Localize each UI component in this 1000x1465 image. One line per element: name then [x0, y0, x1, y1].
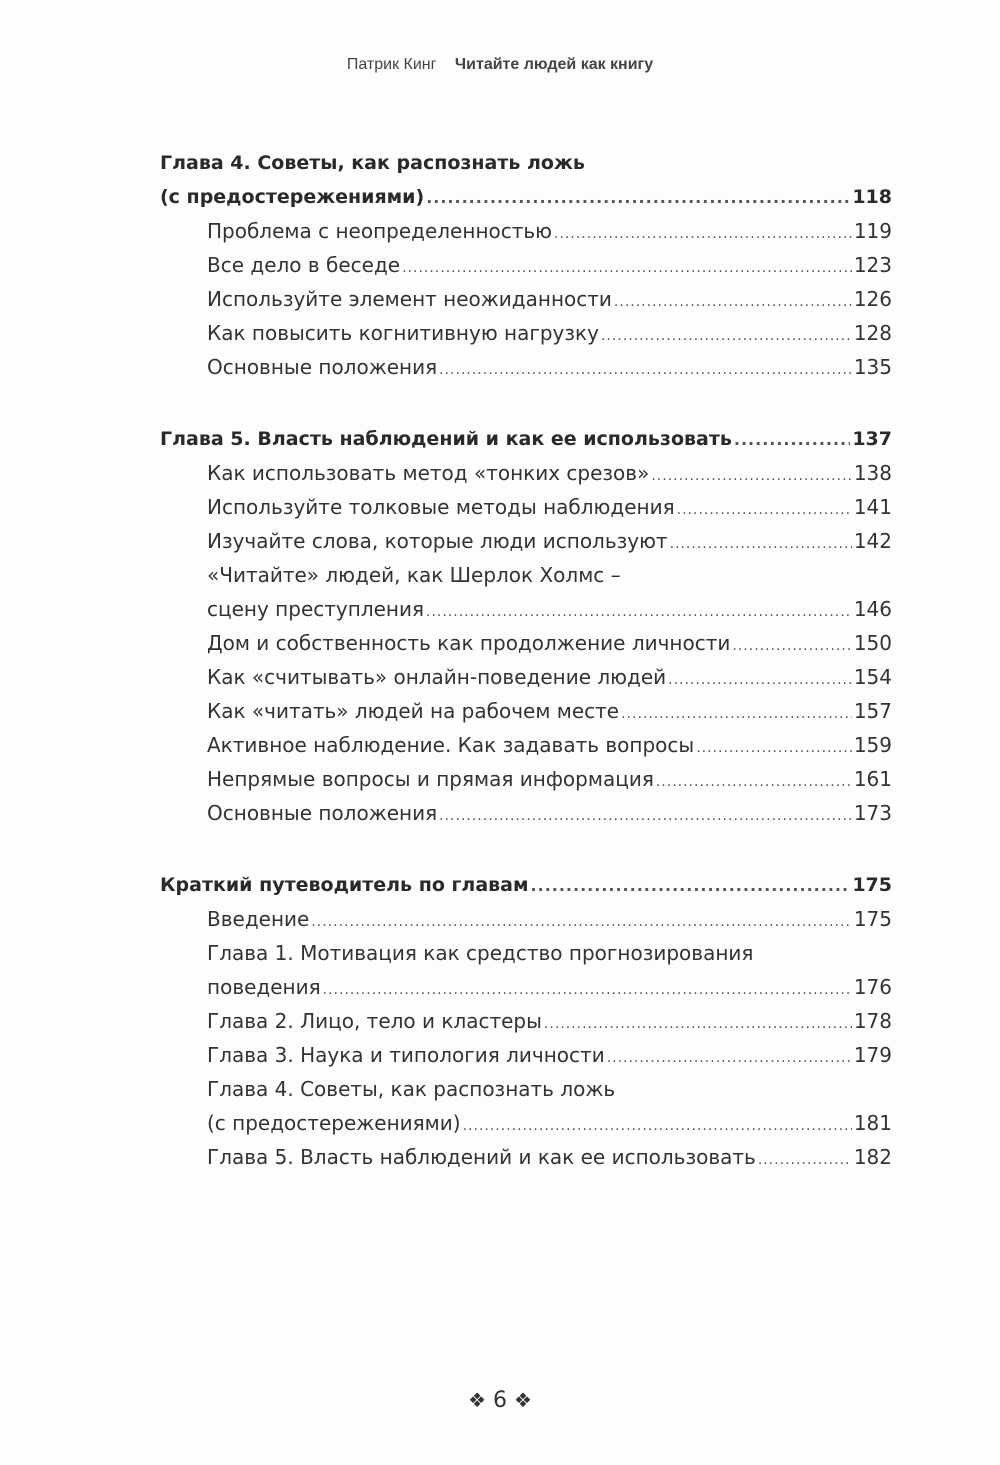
entry-title: Дом и собственность как продолжение личности	[207, 631, 731, 655]
entry-title: Непрямые вопросы и прямая информация	[207, 767, 654, 791]
toc-entry	[207, 694, 892, 728]
dot-leader	[531, 869, 851, 903]
entry-title: Глава 2. Лицо, тело и кластеры	[207, 1009, 542, 1033]
dot-leader	[311, 905, 851, 939]
entry-title: Проблема с неопределенностью	[207, 219, 553, 243]
entry-title: Глава 3. Наука и типология личности	[207, 1043, 605, 1067]
dot-leader	[614, 285, 852, 319]
entry-title: Как «считывать» онлайн-поведение людей	[207, 665, 667, 689]
ornament-icon: ❖	[468, 1388, 486, 1412]
entry-page-number: 123	[853, 253, 892, 277]
toc-entry	[207, 1004, 892, 1038]
toc-entry	[207, 592, 892, 626]
chapter-heading-row	[160, 868, 892, 902]
table-of-contents	[160, 146, 892, 1212]
dot-leader	[554, 217, 852, 251]
running-header	[0, 56, 1000, 74]
entry-title: Используйте толковые методы наблюдения	[207, 495, 675, 519]
toc-chapter-guide	[160, 868, 892, 1174]
chapter-page-number: 175	[852, 874, 892, 896]
entry-page-number: 135	[853, 355, 892, 379]
header-book-title: Читайте людей как книгу	[454, 56, 654, 73]
dot-leader	[323, 973, 852, 1007]
dot-leader	[607, 1041, 852, 1075]
entry-title: поведения	[207, 975, 321, 999]
dot-leader	[670, 527, 852, 561]
header-author: Патрик Кинг	[346, 56, 437, 73]
chapter-heading-row	[160, 180, 892, 214]
chapter-title: Глава 5. Власть наблюдений и как ее использовать	[160, 428, 732, 450]
entry-page-number: 181	[853, 1111, 892, 1135]
toc-entry	[207, 1106, 892, 1140]
toc-entry	[207, 728, 892, 762]
dot-leader	[439, 799, 852, 833]
entry-page-number: 138	[853, 461, 892, 485]
entry-title: Основные положения	[207, 801, 438, 825]
entry-title: Изучайте слова, которые люди используют	[207, 529, 668, 553]
dot-leader	[696, 731, 852, 765]
entry-title: Все дело в беседе	[207, 253, 401, 277]
entry-title: Глава 5. Власть наблюдений и как ее использовать	[207, 1145, 756, 1169]
dot-leader	[668, 663, 852, 697]
entry-page-number: 126	[853, 287, 892, 311]
dot-leader	[402, 251, 852, 285]
dot-leader	[651, 459, 852, 493]
dot-leader	[656, 765, 852, 799]
dot-leader	[426, 181, 850, 215]
entry-title: сцену преступления	[207, 597, 425, 621]
entry-title: Введение	[207, 907, 310, 931]
toc-entry	[207, 456, 892, 490]
entry-page-number: 182	[853, 1145, 892, 1169]
entry-title-line: Глава 4. Советы, как распознать ложь	[207, 1077, 616, 1101]
toc-entry	[207, 1140, 892, 1174]
page-footer	[0, 1388, 1000, 1413]
toc-entry	[207, 970, 892, 1004]
entry-title: Как повысить когнитивную нагрузку	[207, 321, 599, 345]
ornament-icon: ❖	[514, 1388, 532, 1412]
entry-page-number: 159	[853, 733, 892, 757]
entry-page-number: 119	[853, 219, 892, 243]
dot-leader	[734, 423, 850, 457]
entry-page-number: 173	[853, 801, 892, 825]
toc-entry	[207, 626, 892, 660]
entry-title: Как использовать метод «тонких срезов»	[207, 461, 650, 485]
dot-leader	[601, 319, 852, 353]
entry-title: (с предостережениями)	[207, 1111, 461, 1135]
entry-page-number: 141	[853, 495, 892, 519]
chapter-page-number: 118	[852, 186, 892, 208]
dot-leader	[426, 595, 852, 629]
entry-page-number: 142	[853, 529, 892, 553]
entry-title: Как «читать» людей на рабочем месте	[207, 699, 620, 723]
entry-page-number: 128	[853, 321, 892, 345]
entry-title: Основные положения	[207, 355, 438, 379]
chapter-title-line: Глава 4. Советы, как распознать ложь	[160, 152, 585, 174]
toc-entry	[207, 282, 892, 316]
toc-entry	[207, 524, 892, 558]
toc-entry	[207, 1038, 892, 1072]
chapter-page-number: 137	[852, 428, 892, 450]
dot-leader	[621, 697, 852, 731]
toc-entry	[207, 248, 892, 282]
toc-chapter-5	[160, 422, 892, 830]
entry-page-number: 161	[853, 767, 892, 791]
entry-title: Активное наблюдение. Как задавать вопросы	[207, 733, 695, 757]
dot-leader	[439, 353, 852, 387]
chapter-title: Краткий путеводитель по главам	[160, 874, 529, 896]
entry-page-number: 154	[853, 665, 892, 689]
toc-chapter-4	[160, 146, 892, 384]
entry-title-line: «Читайте» людей, как Шерлок Холмс –	[207, 563, 621, 587]
entry-page-number: 157	[853, 699, 892, 723]
toc-entry	[207, 214, 892, 248]
entry-title: Используйте элемент неожиданности	[207, 287, 612, 311]
entry-page-number: 150	[853, 631, 892, 655]
dot-leader	[463, 1109, 852, 1143]
dot-leader	[677, 493, 852, 527]
dot-leader	[758, 1143, 852, 1177]
toc-entry	[207, 762, 892, 796]
toc-entry	[207, 316, 892, 350]
entry-page-number: 176	[853, 975, 892, 999]
toc-entry	[207, 660, 892, 694]
chapter-title-line: (с предостережениями)	[160, 186, 425, 208]
dot-leader	[544, 1007, 852, 1041]
entry-page-number: 179	[853, 1043, 892, 1067]
entry-page-number: 175	[853, 907, 892, 931]
toc-entry	[207, 490, 892, 524]
toc-entry	[207, 350, 892, 384]
entry-page-number: 178	[853, 1009, 892, 1033]
page-number: 6	[493, 1388, 507, 1413]
dot-leader	[732, 629, 851, 663]
toc-entry	[207, 902, 892, 936]
entry-page-number: 146	[853, 597, 892, 621]
toc-entry	[207, 796, 892, 830]
chapter-heading-row	[160, 422, 892, 456]
entry-title-line: Глава 1. Мотивация как средство прогнозирования	[207, 941, 754, 965]
